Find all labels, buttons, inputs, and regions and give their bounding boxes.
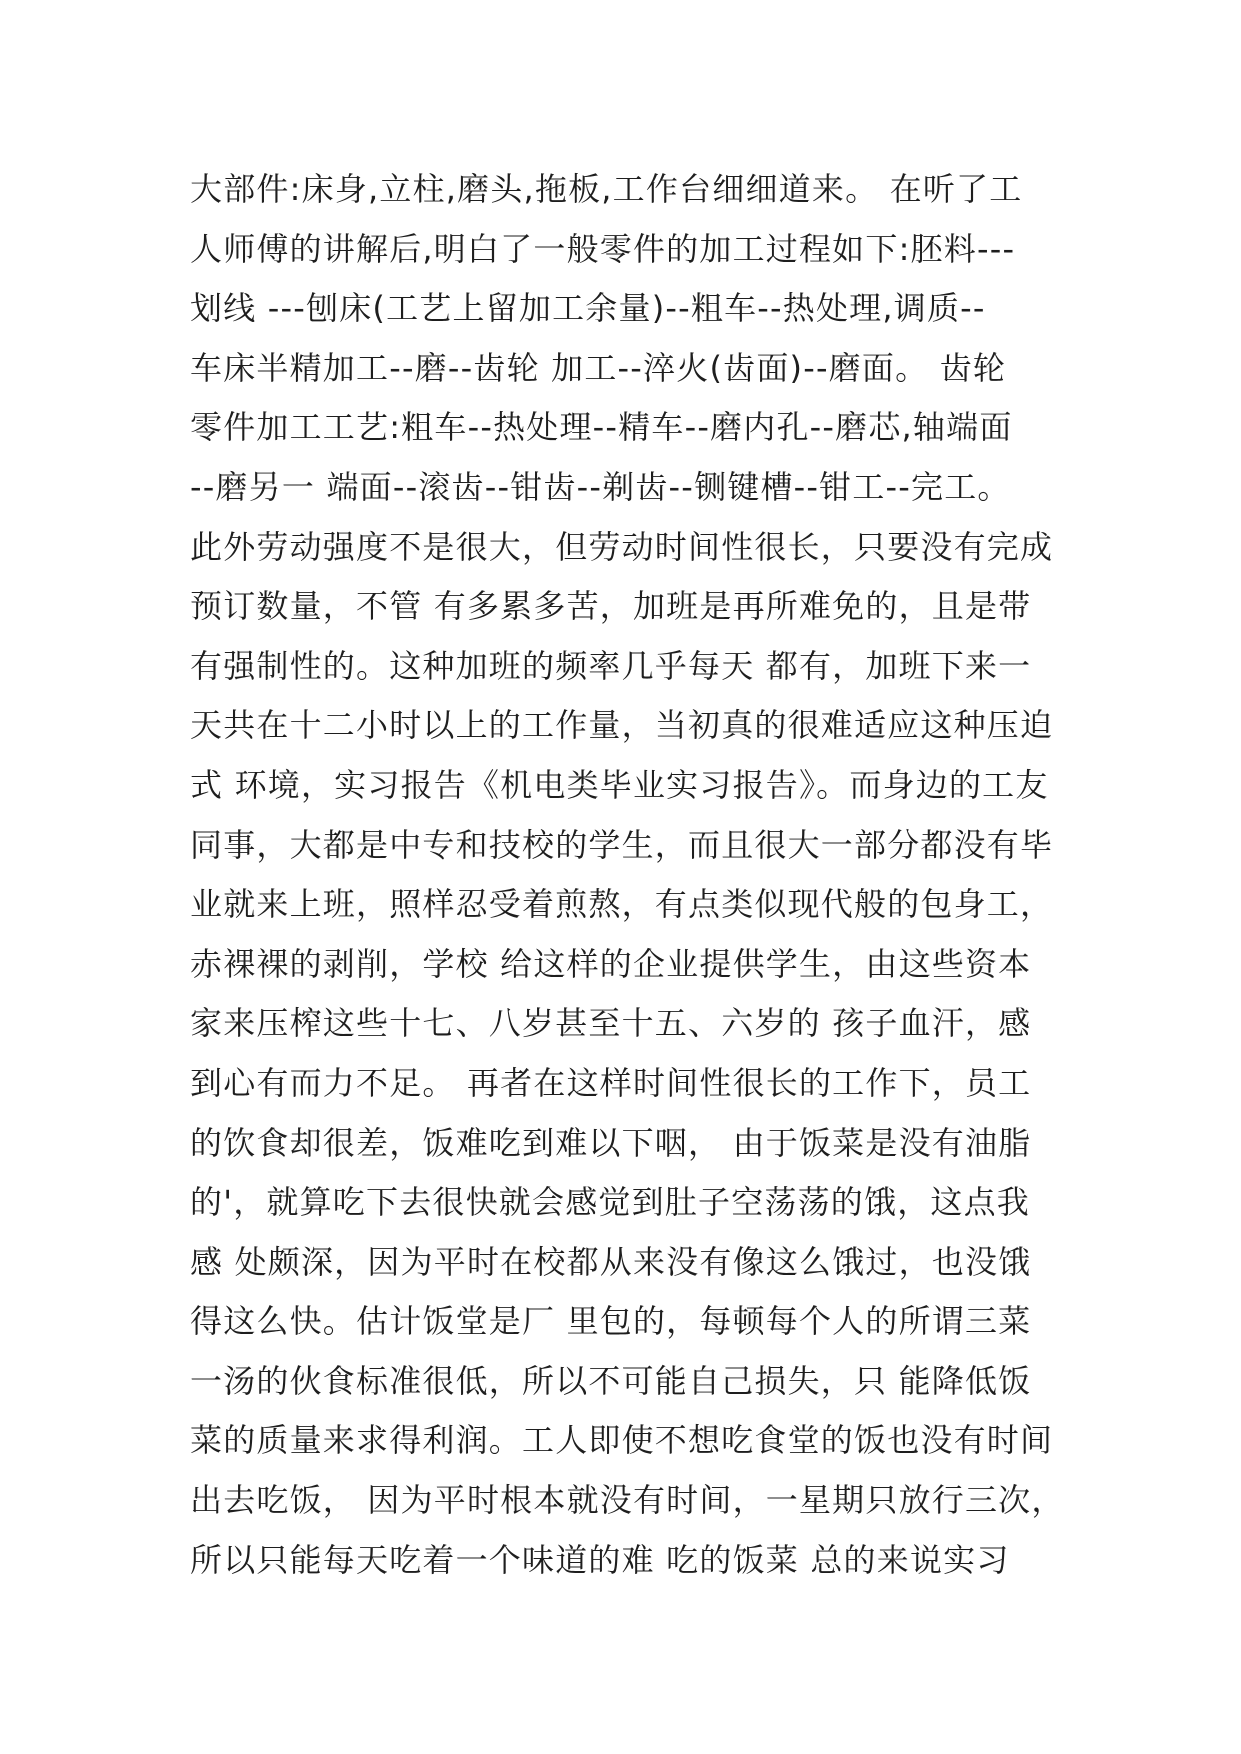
text-line-11: 式 环境，实习报告《机电类毕业实习报告》。而身边的工友 (190, 765, 1049, 804)
text-line-9: 有强制性的。这种加班的频率几乎每天 都有，加班下来一 (190, 646, 1032, 685)
text-line-12: 同事，大都是中专和技校的学生，而且很大一部分都没有毕 (190, 825, 1054, 864)
text-line-22: 菜的质量来求得利润。工人即使不想吃食堂的饭也没有时间 (190, 1421, 1054, 1460)
text-line-13: 业就来上班，照样忍受着煎熬，有点类似现代般的包身工， (190, 885, 1054, 924)
text-line-24: 所以只能每天吃着一个味道的难 吃的饭菜 总的来说实习 (190, 1540, 1010, 1579)
text-line-7: 此外劳动强度不是很大，但劳动时间性很长，只要没有完成 (190, 527, 1054, 566)
text-line-18: 的'，就算吃下去很快就会感觉到肚子空荡荡的饿，这点我 (190, 1183, 1030, 1222)
text-line-23: 出去吃饭， 因为平时根本就没有时间，一星期只放行三次， (190, 1481, 1065, 1520)
text-line-20: 得这么快。估计饭堂是厂 里包的，每顿每个人的所谓三菜 (190, 1302, 1032, 1341)
text-line-10: 天共在十二小时以上的工作量，当初真的很难适应这种压迫 (190, 706, 1054, 745)
text-line-2: 人师傅的讲解后,明白了一般零件的加工过程如下:胚料--- (190, 229, 1016, 268)
text-line-3: 划线 ---刨床(工艺上留加工余量)--粗车--热处理,调质-- (190, 289, 986, 328)
text-line-16: 到心有而力不足。 再者在这样时间性很长的工作下，员工 (190, 1063, 1032, 1102)
text-line-19: 感 处颇深，因为平时在校都从来没有像这么饿过，也没饿 (190, 1242, 1032, 1281)
text-line-6: --磨另一 端面--滚齿--钳齿--剃齿--铡键槽--钳工--完工。 (190, 467, 1011, 506)
body-text (190, 160, 1070, 1590)
text-line-15: 家来压榨这些十七、八岁甚至十五、六岁的 孩子血汗，感 (190, 1004, 1032, 1043)
text-line-1: 大部件:床身,立柱,磨头,拖板,工作台细细道来。 在听了工 (190, 170, 1023, 208)
text-line-21: 一汤的伙食标准很低，所以不可能自己损失，只 能降低饭 (190, 1361, 1032, 1400)
text-line-14: 赤裸裸的剥削，学校 给这样的企业提供学生，由这些资本 (190, 944, 1032, 983)
text-line-5: 零件加工工艺:粗车--热处理--精车--磨内孔--磨芯,轴端面 (190, 408, 1013, 447)
text-line-4: 车床半精加工--磨--齿轮 加工--淬火(齿面)--磨面。 齿轮 (190, 348, 1007, 387)
text-line-17: 的饮食却很差，饭难吃到难以下咽， 由于饭菜是没有油脂 (190, 1123, 1032, 1162)
text-line-8: 预订数量，不管 有多累多苦，加班是再所难免的，且是带 (190, 587, 1032, 626)
